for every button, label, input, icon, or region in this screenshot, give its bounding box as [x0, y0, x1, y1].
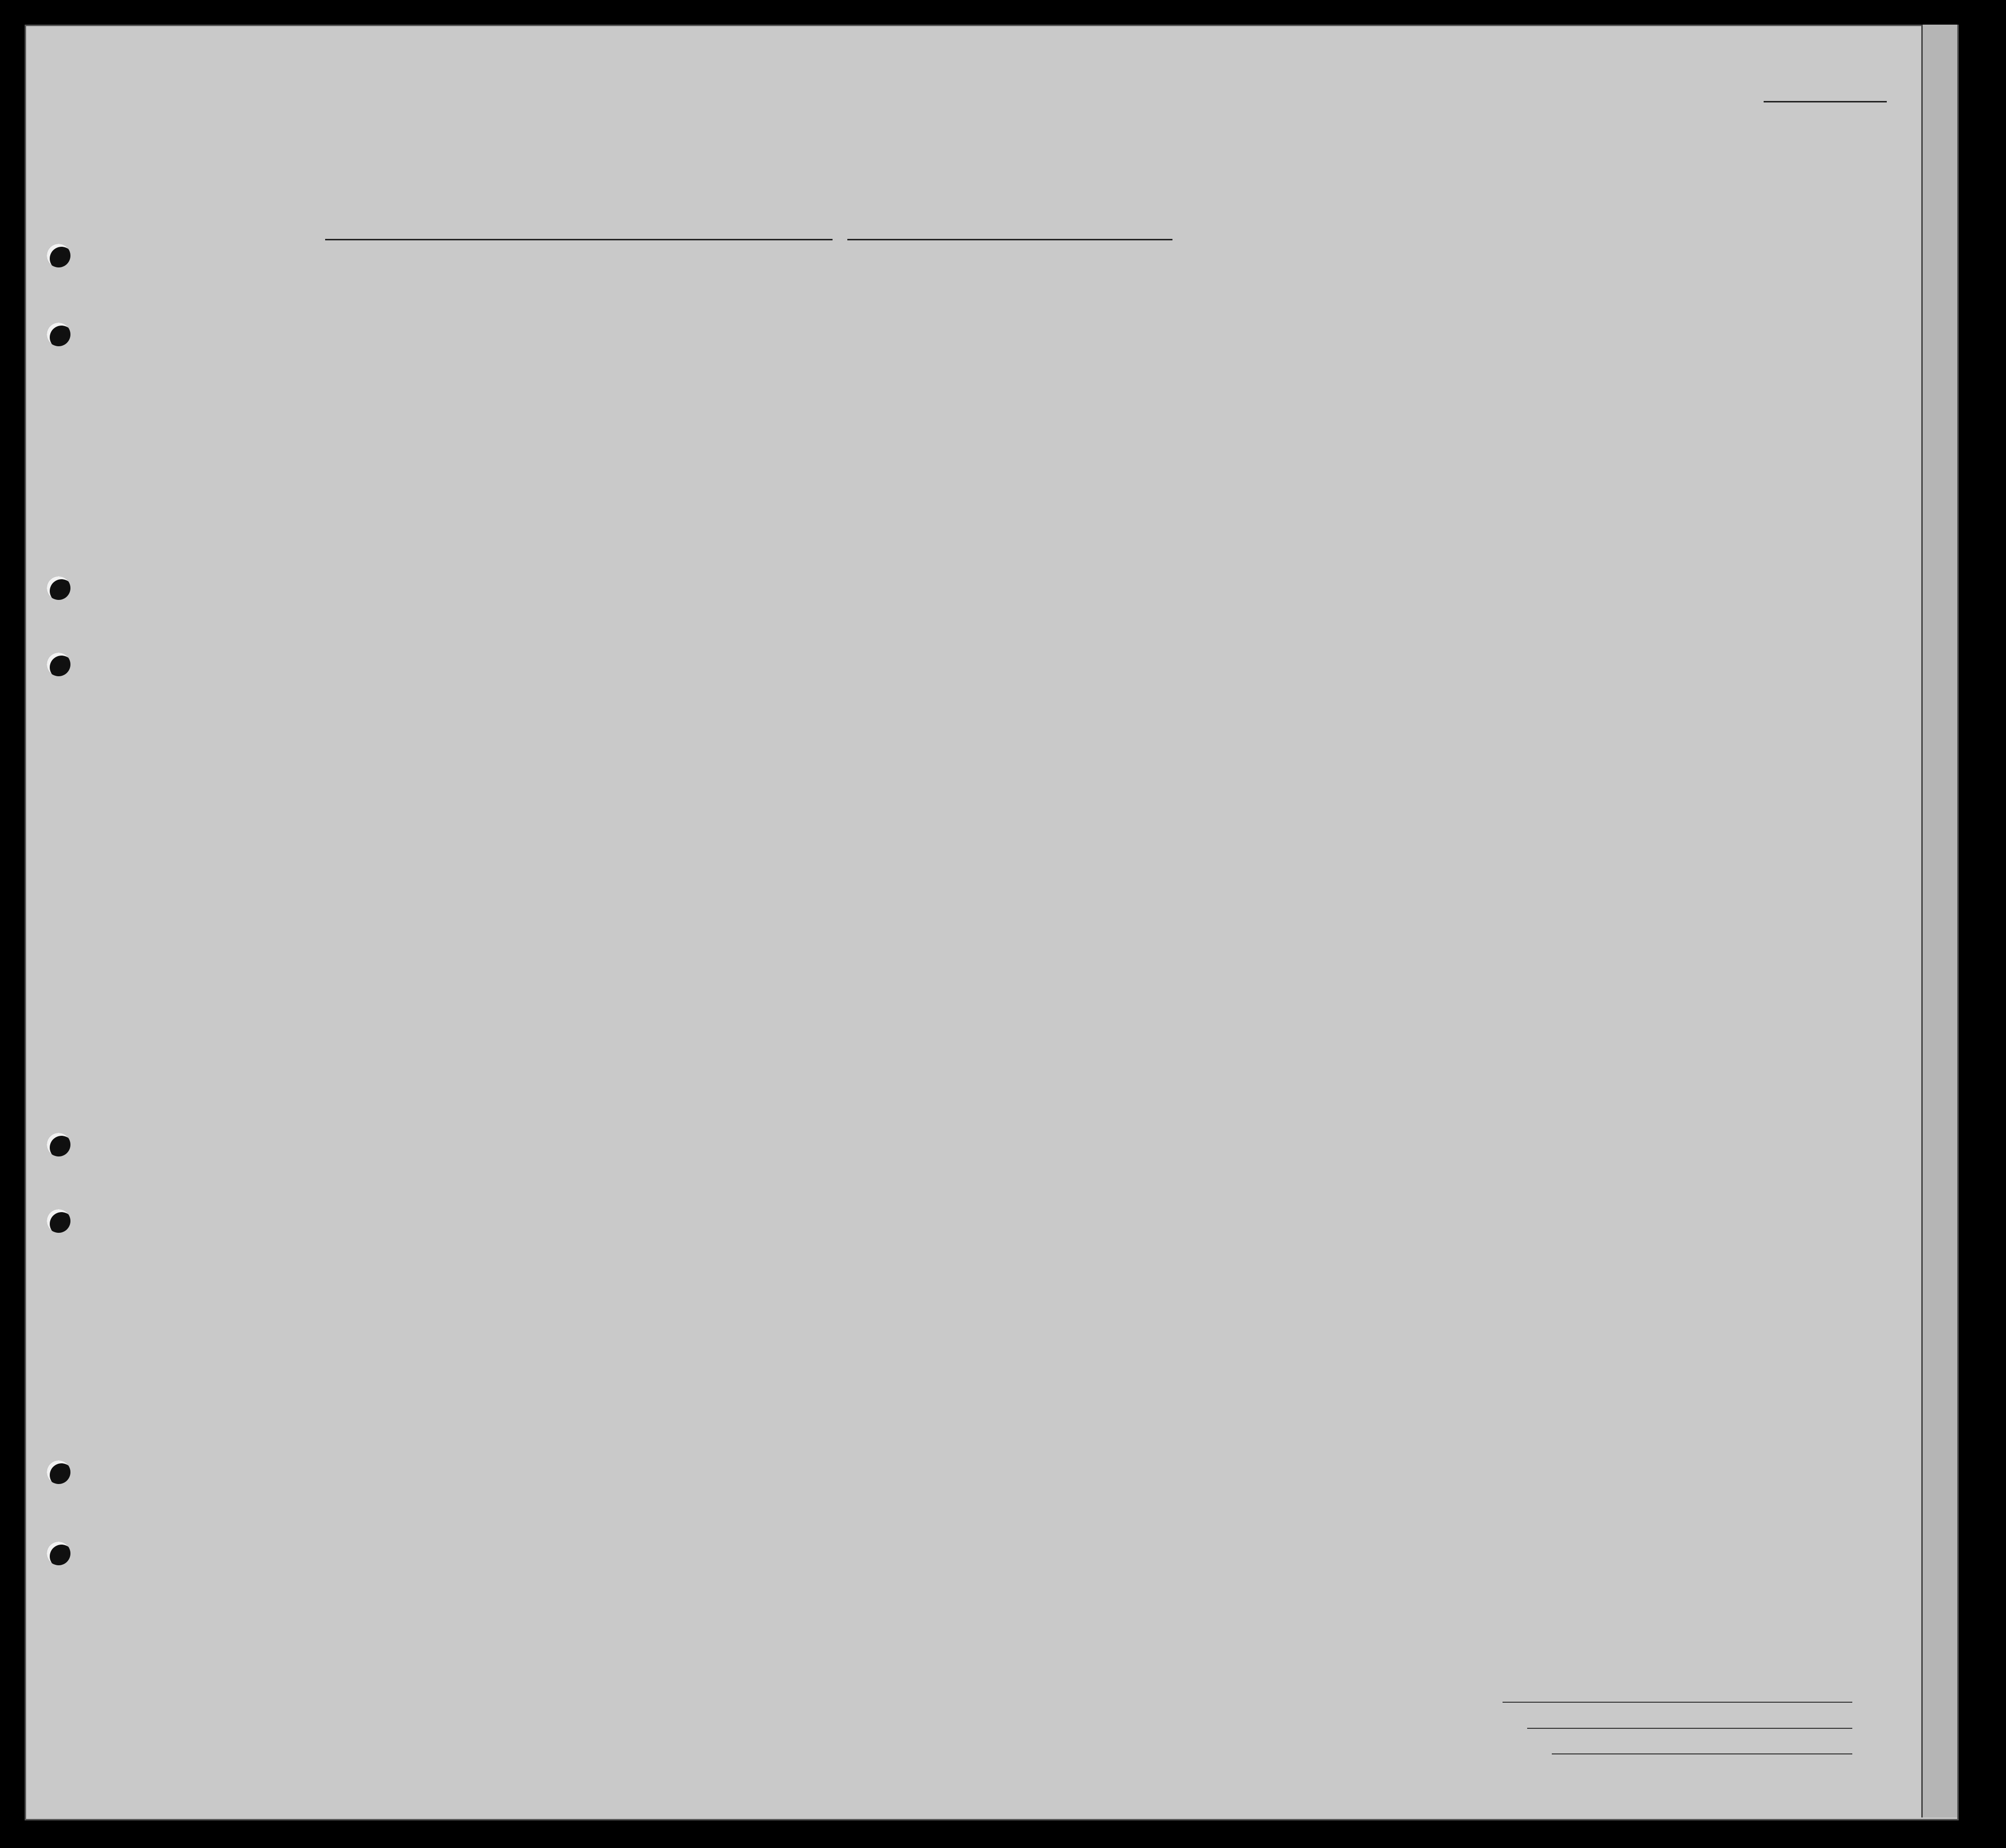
- header-c24-c: [1224, 330, 1249, 429]
- header-c24-a: [1148, 330, 1177, 429]
- header-c34-feet: [1619, 374, 1634, 429]
- header-c29: [1409, 305, 1443, 429]
- owners-underline: [1527, 1728, 1852, 1729]
- header-c24-b: [1187, 330, 1217, 429]
- header-c19: [555, 300, 579, 424]
- header-c28: [1352, 305, 1402, 429]
- header-c31: [1474, 305, 1494, 429]
- header-c30: [1448, 305, 1468, 429]
- header-c34-inches: [1645, 374, 1660, 429]
- header-c27: [1330, 305, 1345, 429]
- header-c21: [685, 300, 709, 424]
- header-c26: [1304, 305, 1319, 429]
- agents-underline: [1552, 1753, 1852, 1754]
- header-c25: [1259, 305, 1291, 429]
- line-underline: [1503, 1702, 1852, 1703]
